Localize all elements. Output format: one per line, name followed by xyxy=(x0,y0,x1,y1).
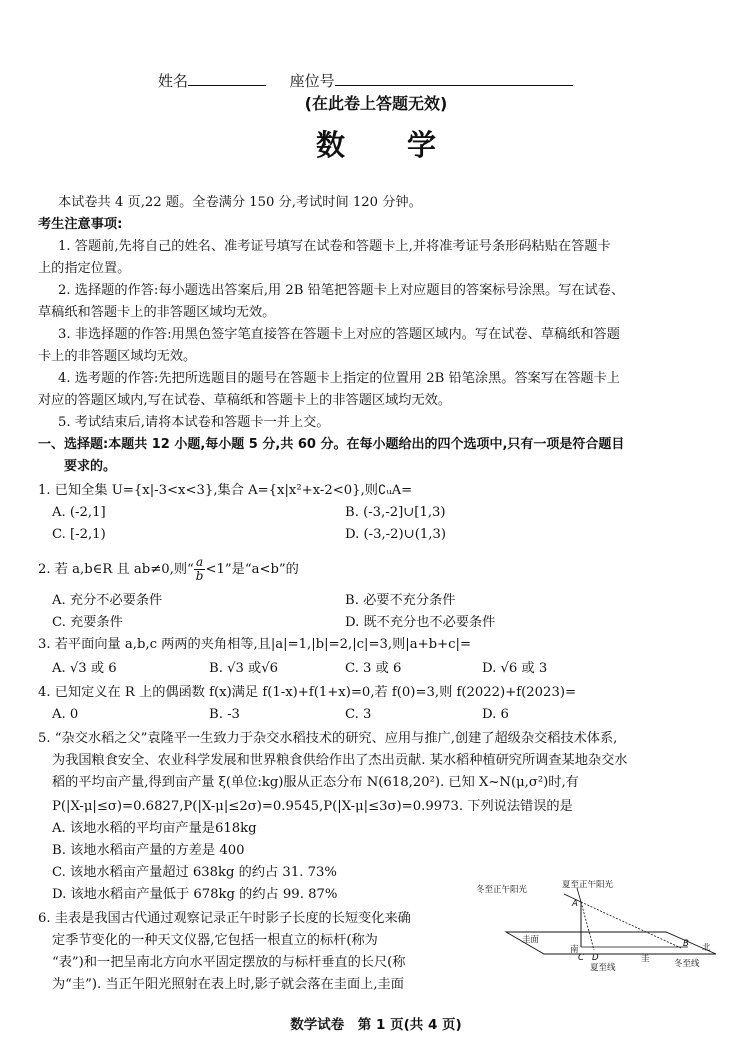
notice-line: 4. 选考题的作答:先把所选题目的题号在答题卡上指定的位置用 2B 铅笔涂黑。答案写在答题卡上 xyxy=(58,371,620,386)
q4-option-a[interactable]: A. 0 xyxy=(52,707,79,722)
q4-option-d[interactable]: D. 6 xyxy=(482,707,509,722)
page-footer: 数学试卷 第 1 页(共 4 页) xyxy=(290,1017,462,1033)
intro-text: 本试卷共 4 页,22 题。全卷满分 150 分,考试时间 120 分钟。 xyxy=(58,195,422,210)
gui-label: 圭 xyxy=(641,954,650,964)
question-4-stem: 4. 已知定义在 R 上的偶函数 f(x)满足 f(1-x)+f(1+x)=0,若 f(0)=3,则 f(2022)+f(2023)= xyxy=(38,685,577,700)
question-6-line: 6. 圭表是我国古代通过观察记录正午时影子长度的长短变化来确 xyxy=(38,911,411,926)
question-6-line: “表”)和一把呈南北方向水平固定摆放的与标杆垂直的长尺(称 xyxy=(52,955,406,970)
question-1-stem: 1. 已知全集 U={x|-3<x<3},集合 A={x|x²+x-2<0},则∁ᵤA= xyxy=(38,483,413,498)
question-5-line: 稻的平均亩产量,得到亩产量 ξ(单位:kg)服从正态分布 N(618,20²). 已知 X~N(μ,σ²)时,有 xyxy=(52,775,579,790)
point-a-label: A xyxy=(572,899,578,909)
notice-line: 5. 考试结束后,请将本试卷和答题卡一并上交。 xyxy=(58,415,330,430)
question-5-line: 5. “杂交水稻之父”袁隆平一生致力于杂交水稻技术的研究、应用与推广,创建了超级杂交稻技术体系, xyxy=(38,731,618,746)
summer-light-label: 夏至正午阳光 xyxy=(562,880,614,890)
seat-blank[interactable] xyxy=(335,70,573,86)
q2-option-c[interactable]: C. 充要条件 xyxy=(52,615,123,630)
section-heading-cont: 要求的。 xyxy=(64,459,117,474)
q2-stem-pre: 2. 若 a,b∈R 且 ab≠0,则“ xyxy=(38,562,194,577)
q2-frac-den: b xyxy=(195,569,204,583)
winter-light-label: 冬至正午阳光 xyxy=(476,885,528,895)
q2-frac-num: a xyxy=(194,556,206,570)
q5-option-b[interactable]: B. 该地水稻亩产量的方差是 400 xyxy=(52,843,245,858)
point-b-label: B xyxy=(683,939,689,949)
question-5-line: P(|X-μ|≤σ)=0.6827,P(|X-μ|≤2σ)=0.9545,P(|X-μ|≤3σ)=0.9973. 下列说法错误的是 xyxy=(52,799,573,814)
notice-line: 3. 非选择题的作答:用黑色签字笔直接答在答题卡上对应的答题区域内。写在试卷、草稿纸和答题 xyxy=(58,327,620,342)
seat-label: 座位号 xyxy=(289,72,335,90)
north-label: 北 xyxy=(702,943,711,953)
name-label: 姓名 xyxy=(158,72,189,90)
guibiao-diagram xyxy=(476,880,726,980)
student-info-row xyxy=(158,70,573,91)
notice-title: 考生注意事项: xyxy=(38,217,123,232)
question-5-line: 为我国粮食安全、农业科学发展和世界粮食供给作出了杰出贡献. 某水稻种植研究所调查某地杂交水 xyxy=(52,753,628,768)
q5-option-d[interactable]: D. 该地水稻亩产量低于 678kg 的约占 99. 87% xyxy=(52,887,338,902)
q2-option-a[interactable]: A. 充分不必要条件 xyxy=(52,593,163,608)
q1-option-a[interactable]: A. (-2,1] xyxy=(52,505,106,520)
q2-option-d[interactable]: D. 既不充分也不必要条件 xyxy=(345,615,496,630)
q4-option-b[interactable]: B. -3 xyxy=(209,707,240,722)
q1-option-b[interactable]: B. (-3,-2]∪[1,3) xyxy=(345,505,446,520)
q3-option-a[interactable]: A. √3 或 6 xyxy=(52,661,117,676)
q3-option-c[interactable]: C. 3 或 6 xyxy=(345,661,402,676)
question-2-stem xyxy=(38,556,299,583)
point-d-label: D xyxy=(592,953,599,963)
q5-option-a[interactable]: A. 该地水稻的平均亩产量是618kg xyxy=(52,821,257,836)
summer-line-label: 夏至线 xyxy=(590,963,616,973)
south-label: 南 xyxy=(570,945,579,955)
q2-stem-post: <1”是“a<b”的 xyxy=(205,562,299,577)
section-heading: 一、选择题:本题共 12 小题,每小题 5 分,共 60 分。在每小题给出的四个选项中,只有一项是符合题目 xyxy=(38,437,625,452)
winter-line-label: 冬至线 xyxy=(674,959,700,969)
notice-line: 对应的答题区域内,写在试卷、草稿纸和答题卡上的非答题区域均无效。 xyxy=(38,393,452,408)
q2-fraction xyxy=(194,556,206,583)
notice-line: 2. 选择题的作答:每小题选出答案后,用 2B 铅笔把答题卡上对应题目的答案标号涂黑。写在试卷、 xyxy=(58,283,625,298)
q1-option-c[interactable]: C. [-2,1) xyxy=(52,527,106,542)
notice-line: 草稿纸和答题卡上的非答题区域均无效。 xyxy=(38,305,276,320)
question-3-stem: 3. 若平面向量 a,b,c 两两的夹角相等,且|a|=1,|b|=2,|c|=3,则|a+b+c|= xyxy=(38,637,472,652)
point-c-label: C xyxy=(578,953,584,963)
gui-face-label: 圭面 xyxy=(522,935,540,945)
q3-option-b[interactable]: B. √3 或√6 xyxy=(209,661,279,676)
q3-option-d[interactable]: D. √6 或 3 xyxy=(482,661,548,676)
notice-line: 上的指定位置。 xyxy=(38,261,131,276)
q5-option-c[interactable]: C. 该地水稻亩产量超过 638kg 的约占 31. 73% xyxy=(52,865,337,880)
winter-ray xyxy=(581,902,681,948)
q4-option-c[interactable]: C. 3 xyxy=(345,707,372,722)
name-blank[interactable] xyxy=(188,70,266,86)
question-6-line: 为“圭”). 当正午阳光照射在表上时,影子就会落在圭面上,圭面 xyxy=(52,977,404,992)
summer-ray xyxy=(581,902,594,950)
notice-line: 1. 答题前,先将自己的姓名、准考证号填写在试卷和答题卡上,并将准考证号条形码粘贴在答题卡 xyxy=(58,239,611,254)
page-title: 数 学 xyxy=(315,128,463,162)
question-6-line: 定季节变化的一种天文仪器,它包括一根直立的标杆(称为 xyxy=(52,933,378,948)
q2-option-b[interactable]: B. 必要不充分条件 xyxy=(345,593,456,608)
invalid-answer-note: (在此卷上答题无效) xyxy=(304,94,448,113)
q1-option-d[interactable]: D. (-3,-2)∪(1,3) xyxy=(345,527,446,542)
notice-line: 卡上的非答题区域均无效。 xyxy=(38,349,197,364)
